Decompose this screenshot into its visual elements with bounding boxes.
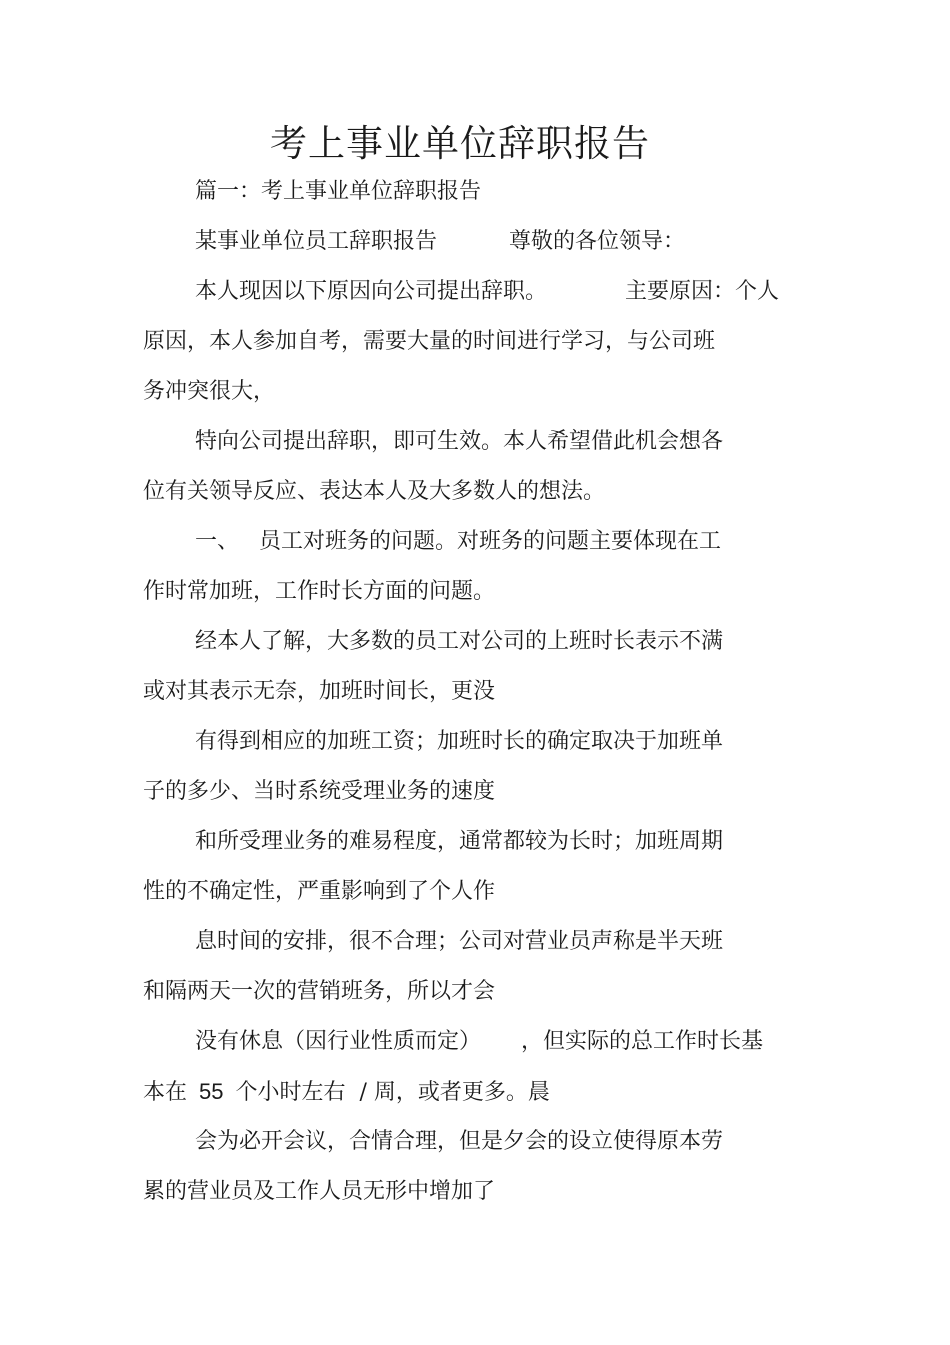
paragraph-line [195,1027,763,1057]
paragraph-line [195,227,685,257]
text-segment: 本在 [143,1080,188,1105]
text-segment: 员工对班务的问题。对班务的问题主要体现在工 [259,529,722,554]
paragraph-line: 子的多少、当时系统受理业务的速度 [143,779,496,804]
text-segment: 个小时左右 [235,1080,346,1105]
text-segment: 主要原因：个人 [625,279,780,304]
text-segment: ，但实际的总工作时长基 [521,1029,764,1054]
paragraph-line: 务冲突很大， [143,379,276,404]
text-segment: 本人现因以下原因向公司提出辞职。 [195,279,548,304]
paragraph-line: 性的不确定性，严重影响到了个人作 [143,879,496,904]
paragraph-line: 经本人了解，大多数的员工对公司的上班时长表示不满 [195,629,724,654]
paragraph-line: 或对其表示无奈，加班时间长，更没 [143,679,496,704]
paragraph-line [195,277,779,307]
paragraph-line: 会为必开会议，合情合理，但是夕会的设立使得原本劳 [195,1129,724,1154]
paragraph-line: 位有关领导反应、表达本人及大多数人的想法。 [143,479,606,504]
salutation: 尊敬的各位领导： [509,229,686,254]
paragraph-line: 有得到相应的加班工资；加班时长的确定取决于加班单 [195,729,724,754]
paragraph-line: 累的营业员及工作人员无形中增加了 [143,1179,496,1204]
document-title: 考上事业单位辞职报告 [270,122,650,165]
text-segment: / 周，或者更多。晨 [359,1080,550,1105]
paragraph-line [143,1077,550,1108]
paragraph-line [195,527,721,557]
section-heading: 篇一：考上事业单位辞职报告 [195,179,482,204]
report-heading: 某事业单位员工辞职报告 [195,229,438,254]
list-number: 一、 [195,529,240,554]
text-segment: 没有休息（因行业性质而定） [195,1029,482,1054]
paragraph-line: 息时间的安排，很不合理；公司对营业员声称是半天班 [195,929,724,954]
paragraph-line: 作时常加班，工作时长方面的问题。 [143,579,496,604]
paragraph-line: 和所受理业务的难易程度，通常都较为长时；加班周期 [195,829,724,854]
number-value: 55 [199,1079,224,1104]
paragraph-line: 和隔两天一次的营销班务，所以才会 [143,979,496,1004]
paragraph-line: 特向公司提出辞职，即可生效。本人希望借此机会想各 [195,429,724,454]
paragraph-line: 原因，本人参加自考，需要大量的时间进行学习，与公司班 [143,329,716,354]
